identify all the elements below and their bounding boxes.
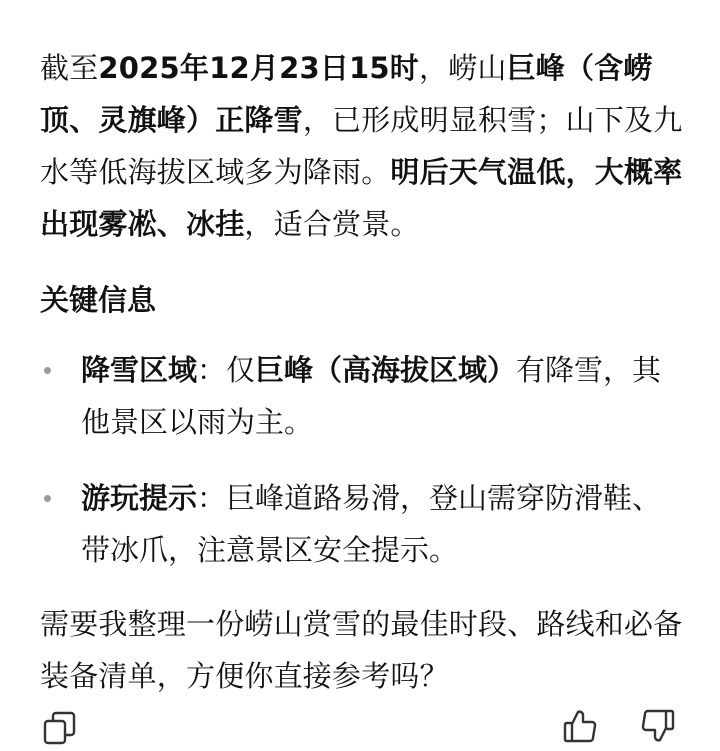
bullet-text: ：巨峰道路易滑，登山需穿防滑鞋、带冰爪，注意景区安全提示。 [81,481,662,567]
bullet-text: 有降雪，其他景区以雨为主。 [81,353,662,439]
bullet-label: 游玩提示 [81,481,198,515]
thumbs-down-icon[interactable] [640,708,676,744]
bullet-text: ：仅 [197,353,256,387]
intro-text-1: 截至 [40,51,99,85]
bullet-label: 降雪区域 [81,353,198,387]
bullet-dot [44,367,51,374]
intro-peak-bold: 巨峰（含崂顶、灵旗峰）正降雪 [40,51,653,137]
message-actions [0,708,720,748]
intro-date-bold: 2025年12月23日15时 [98,51,419,85]
list-item-snow-area [40,344,685,448]
intro-text-2: ，崂山 [419,51,507,85]
intro-paragraph [40,42,685,250]
followup-question: 需要我整理一份崂山赏雪的最佳时段、路线和必备装备清单，方便你直接参考吗？ [40,607,683,693]
intro-forecast-bold: 明后天气温低，大概率出现雾凇、冰挂 [40,155,683,241]
list-item-travel-tips [40,472,685,576]
bullet-bold: 巨峰（高海拔区域） [255,353,517,387]
key-info-list [40,344,685,576]
intro-text-4: ，适合赏景。 [244,207,420,241]
key-info-heading: 关键信息 [40,283,157,317]
assistant-message [40,42,685,702]
intro-text-3: ，已形成明显积雪；山下及九水等低海拔区域多为降雨。 [40,103,683,189]
bullet-dot [44,495,51,502]
thumbs-up-icon[interactable] [562,708,598,744]
copy-icon[interactable] [42,710,78,746]
